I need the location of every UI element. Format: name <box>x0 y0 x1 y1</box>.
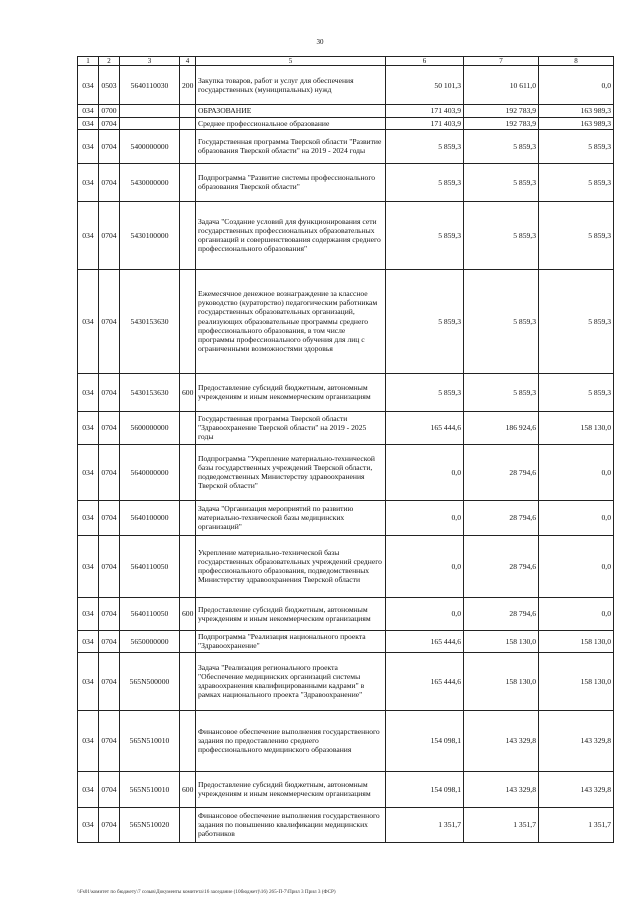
description-cell: Задача "Создание условий для функционирования сети государственных профессиональных образовательных организаций и совершенствования содержания среднего профессионального образования" <box>196 201 386 269</box>
budget-table <box>77 56 614 843</box>
section-code-cell: 0704 <box>99 597 120 630</box>
expense-type-cell <box>180 652 196 710</box>
amount-cell: 192 783,9 <box>464 105 539 117</box>
amount-cell: 5 859,3 <box>386 201 464 269</box>
description-cell: Предоставление субсидий бюджетным, автономным учреждениям и иным некоммерческим организациям <box>196 771 386 807</box>
amount-cell: 143 329,8 <box>464 771 539 807</box>
page-number: 30 <box>316 38 324 46</box>
description-cell: Задача "Реализация регионального проекта "Обеспечение медицинских организаций системы здравоохранения квалифицированными кадрами" в рамках национального проекта "Здравоохранение" <box>196 652 386 710</box>
table-row <box>78 771 614 807</box>
column-header: 5 <box>196 57 386 66</box>
section-code-cell: 0704 <box>99 411 120 444</box>
amount-cell: 5 859,3 <box>386 163 464 201</box>
column-header: 7 <box>464 57 539 66</box>
target-code-cell <box>120 105 180 117</box>
amount-cell: 5 859,3 <box>464 163 539 201</box>
target-code-cell: 5650000000 <box>120 630 180 652</box>
expense-type-cell <box>180 105 196 117</box>
table-row <box>78 652 614 710</box>
section-code-cell: 0704 <box>99 652 120 710</box>
target-code-cell: 5430100000 <box>120 201 180 269</box>
table-row <box>78 117 614 129</box>
column-header: 6 <box>386 57 464 66</box>
target-code-cell: 5430153630 <box>120 269 180 373</box>
amount-cell: 0,0 <box>539 66 614 105</box>
admin-code-cell: 034 <box>78 201 99 269</box>
target-code-cell <box>120 117 180 129</box>
section-code-cell: 0704 <box>99 129 120 163</box>
admin-code-cell: 034 <box>78 630 99 652</box>
amount-cell: 0,0 <box>386 597 464 630</box>
expense-type-cell <box>180 411 196 444</box>
admin-code-cell: 034 <box>78 535 99 597</box>
admin-code-cell: 034 <box>78 597 99 630</box>
amount-cell: 5 859,3 <box>386 129 464 163</box>
description-cell: Ежемесячное денежное вознаграждение за классное руководство (кураторство) педагогическим работникам государственных образовательных организаций, реализующих образовательные программы среднего профессионального образования, в том числе программы профессионального обучения для лиц с ограниченными возможностями здоровья <box>196 269 386 373</box>
description-cell: Среднее профессиональное образование <box>196 117 386 129</box>
target-code-cell: 5430000000 <box>120 163 180 201</box>
section-code-cell: 0704 <box>99 269 120 373</box>
table-row <box>78 597 614 630</box>
target-code-cell: 5640110030 <box>120 66 180 105</box>
amount-cell: 154 098,1 <box>386 710 464 771</box>
description-cell: Государственная программа Тверской области "Развитие образования Тверской области" на 2019 - 2024 годы <box>196 129 386 163</box>
admin-code-cell: 034 <box>78 652 99 710</box>
description-cell: Финансовое обеспечение выполнения государственного задания по предоставлению среднего профессионального медицинского образования <box>196 710 386 771</box>
section-code-cell: 0704 <box>99 373 120 411</box>
amount-cell: 163 989,3 <box>539 117 614 129</box>
column-header: 4 <box>180 57 196 66</box>
amount-cell: 5 859,3 <box>539 373 614 411</box>
target-code-cell: 565N510020 <box>120 807 180 842</box>
amount-cell: 0,0 <box>386 500 464 535</box>
section-code-cell: 0704 <box>99 771 120 807</box>
amount-cell: 0,0 <box>386 444 464 500</box>
admin-code-cell: 034 <box>78 411 99 444</box>
amount-cell: 5 859,3 <box>386 373 464 411</box>
target-code-cell: 5400000000 <box>120 129 180 163</box>
section-code-cell: 0704 <box>99 444 120 500</box>
target-code-cell: 5640110050 <box>120 597 180 630</box>
expense-type-cell <box>180 163 196 201</box>
table-row <box>78 163 614 201</box>
description-cell: Задача "Организация мероприятий по развитию материально-технической базы медицинских организаций" <box>196 500 386 535</box>
amount-cell: 158 130,0 <box>539 411 614 444</box>
section-code-cell: 0704 <box>99 710 120 771</box>
document-path-footer: \\Fs01\комитет по бюджету\7 созыв\Документы комитета\16 заседание (10бюджет)\16) 265-П-7\Прил 3 Прил 3 (ФСР) <box>77 889 336 895</box>
target-code-cell: 5600000000 <box>120 411 180 444</box>
amount-cell: 171 403,9 <box>386 105 464 117</box>
expense-type-cell <box>180 807 196 842</box>
admin-code-cell: 034 <box>78 710 99 771</box>
amount-cell: 0,0 <box>539 597 614 630</box>
expense-type-cell <box>180 535 196 597</box>
section-code-cell: 0704 <box>99 807 120 842</box>
description-cell: Предоставление субсидий бюджетным, автономным учреждениям и иным некоммерческим организациям <box>196 597 386 630</box>
description-cell: Государственная программа Тверской области "Здравоохранение Тверской области" на 2019 - 2025 годы <box>196 411 386 444</box>
amount-cell: 28 794,6 <box>464 597 539 630</box>
amount-cell: 28 794,6 <box>464 444 539 500</box>
target-code-cell: 5640110050 <box>120 535 180 597</box>
admin-code-cell: 034 <box>78 373 99 411</box>
target-code-cell: 5640100000 <box>120 500 180 535</box>
column-header: 3 <box>120 57 180 66</box>
table-row <box>78 411 614 444</box>
amount-cell: 192 783,9 <box>464 117 539 129</box>
amount-cell: 5 859,3 <box>539 163 614 201</box>
description-cell: Закупка товаров, работ и услуг для обеспечения государственных (муниципальных) нужд <box>196 66 386 105</box>
amount-cell: 158 130,0 <box>539 652 614 710</box>
amount-cell: 1 351,7 <box>386 807 464 842</box>
admin-code-cell: 034 <box>78 807 99 842</box>
amount-cell: 5 859,3 <box>464 201 539 269</box>
amount-cell: 5 859,3 <box>539 269 614 373</box>
amount-cell: 50 101,3 <box>386 66 464 105</box>
expense-type-cell: 600 <box>180 373 196 411</box>
amount-cell: 28 794,6 <box>464 535 539 597</box>
amount-cell: 158 130,0 <box>464 652 539 710</box>
amount-cell: 5 859,3 <box>539 129 614 163</box>
table-body <box>78 66 614 842</box>
target-code-cell: 5640000000 <box>120 444 180 500</box>
expense-type-cell: 200 <box>180 66 196 105</box>
amount-cell: 0,0 <box>539 500 614 535</box>
admin-code-cell: 034 <box>78 771 99 807</box>
description-cell: ОБРАЗОВАНИЕ <box>196 105 386 117</box>
admin-code-cell: 034 <box>78 163 99 201</box>
expense-type-cell: 600 <box>180 771 196 807</box>
amount-cell: 5 859,3 <box>386 269 464 373</box>
amount-cell: 165 444,6 <box>386 411 464 444</box>
target-code-cell: 565N510010 <box>120 710 180 771</box>
description-cell: Подпрограмма "Развитие системы профессионального образования Тверской области" <box>196 163 386 201</box>
section-code-cell: 0704 <box>99 117 120 129</box>
expense-type-cell: 600 <box>180 597 196 630</box>
amount-cell: 171 403,9 <box>386 117 464 129</box>
table-row <box>78 373 614 411</box>
amount-cell: 158 130,0 <box>464 630 539 652</box>
admin-code-cell: 034 <box>78 66 99 105</box>
amount-cell: 10 611,0 <box>464 66 539 105</box>
amount-cell: 165 444,6 <box>386 652 464 710</box>
table-row <box>78 129 614 163</box>
table-row <box>78 630 614 652</box>
admin-code-cell: 034 <box>78 500 99 535</box>
amount-cell: 28 794,6 <box>464 500 539 535</box>
expense-type-cell <box>180 269 196 373</box>
admin-code-cell: 034 <box>78 105 99 117</box>
table-row <box>78 269 614 373</box>
table-row <box>78 444 614 500</box>
column-header: 1 <box>78 57 99 66</box>
amount-cell: 1 351,7 <box>464 807 539 842</box>
amount-cell: 5 859,3 <box>464 373 539 411</box>
table-row <box>78 500 614 535</box>
section-code-cell: 0704 <box>99 201 120 269</box>
amount-cell: 0,0 <box>539 535 614 597</box>
section-code-cell: 0700 <box>99 105 120 117</box>
description-cell: Подпрограмма "Укрепление материально-технической базы государственных учреждений Тверской области, подведомственных Министерству здравоохранения Тверской области" <box>196 444 386 500</box>
table-row <box>78 66 614 105</box>
expense-type-cell <box>180 201 196 269</box>
admin-code-cell: 034 <box>78 129 99 163</box>
amount-cell: 143 329,8 <box>539 771 614 807</box>
expense-type-cell <box>180 630 196 652</box>
admin-code-cell: 034 <box>78 444 99 500</box>
amount-cell: 143 329,8 <box>464 710 539 771</box>
section-code-cell: 0704 <box>99 500 120 535</box>
table-row <box>78 535 614 597</box>
target-code-cell: 565N510010 <box>120 771 180 807</box>
amount-cell: 154 098,1 <box>386 771 464 807</box>
amount-cell: 1 351,7 <box>539 807 614 842</box>
admin-code-cell: 034 <box>78 269 99 373</box>
section-code-cell: 0704 <box>99 163 120 201</box>
amount-cell: 5 859,3 <box>539 201 614 269</box>
section-code-cell: 0503 <box>99 66 120 105</box>
target-code-cell: 5430153630 <box>120 373 180 411</box>
amount-cell: 5 859,3 <box>464 269 539 373</box>
amount-cell: 165 444,6 <box>386 630 464 652</box>
target-code-cell: 565N500000 <box>120 652 180 710</box>
amount-cell: 0,0 <box>386 535 464 597</box>
expense-type-cell <box>180 444 196 500</box>
description-cell: Подпрограмма "Реализация национального проекта "Здравоохранение" <box>196 630 386 652</box>
admin-code-cell: 034 <box>78 117 99 129</box>
amount-cell: 0,0 <box>539 444 614 500</box>
column-header: 2 <box>99 57 120 66</box>
table-row <box>78 807 614 842</box>
amount-cell: 143 329,8 <box>539 710 614 771</box>
amount-cell: 163 989,3 <box>539 105 614 117</box>
section-code-cell: 0704 <box>99 535 120 597</box>
table-row <box>78 710 614 771</box>
description-cell: Предоставление субсидий бюджетным, автономным учреждениям и иным некоммерческим организациям <box>196 373 386 411</box>
expense-type-cell <box>180 710 196 771</box>
section-code-cell: 0704 <box>99 630 120 652</box>
description-cell: Укрепление материально-технической базы государственных образовательных учреждений среднего профессионального образования, подведомственных Министерству здравоохранения Тверской области <box>196 535 386 597</box>
amount-cell: 186 924,6 <box>464 411 539 444</box>
expense-type-cell <box>180 117 196 129</box>
table-row <box>78 201 614 269</box>
expense-type-cell <box>180 500 196 535</box>
table-row <box>78 105 614 117</box>
amount-cell: 5 859,3 <box>464 129 539 163</box>
column-header: 8 <box>539 57 614 66</box>
expense-type-cell <box>180 129 196 163</box>
amount-cell: 158 130,0 <box>539 630 614 652</box>
description-cell: Финансовое обеспечение выполнения государственного задания по повышению квалификации медицинских работников <box>196 807 386 842</box>
table-header-row <box>78 57 614 66</box>
